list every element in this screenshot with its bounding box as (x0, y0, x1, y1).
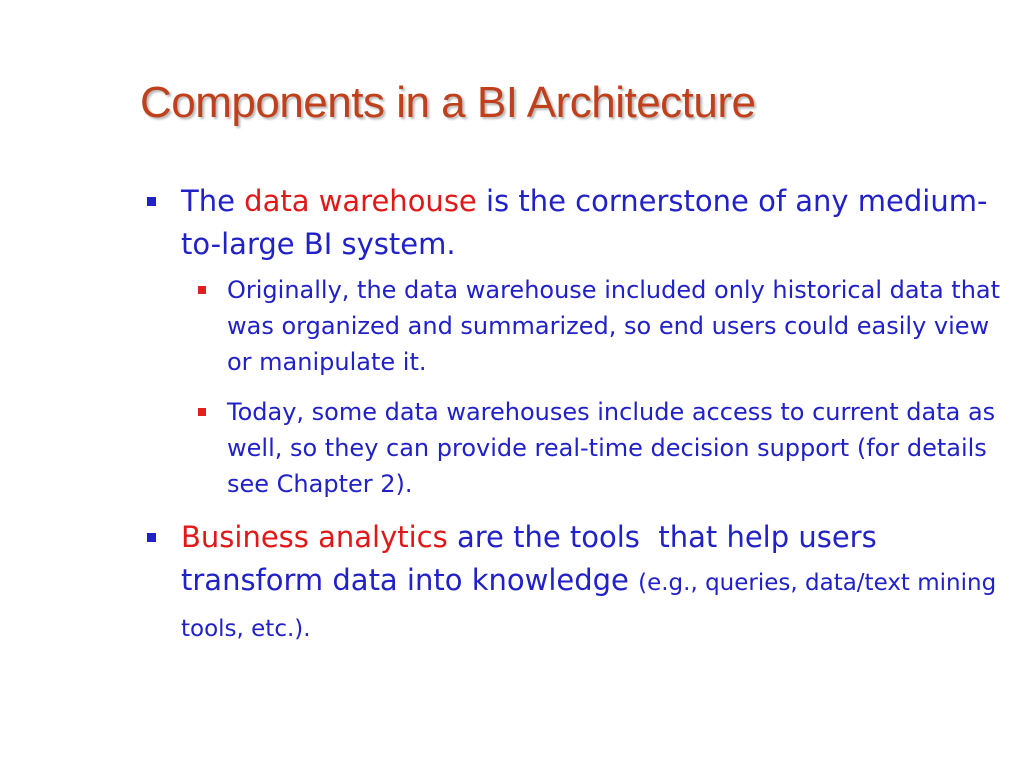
sub-bullet-text: Today, some data warehouses include access to current data as well, so they can provide real-time decision support (for details see Chapter 2). (227, 398, 996, 498)
sub-bullet-today (183, 394, 1010, 502)
square-bullet-icon (147, 533, 156, 542)
highlight-data-warehouse: data warehouse (244, 184, 477, 218)
sub-bullet-originally (183, 272, 1010, 380)
bullet-examples: (e.g., queries, data/text mining tools, etc.). (181, 570, 997, 642)
highlight-business-analytics: Business analytics (181, 520, 448, 554)
square-bullet-icon (198, 286, 206, 294)
slide-title: Components in a BI Architecture (140, 78, 756, 127)
sub-bullet-text: Originally, the data warehouse included only historical data that was organized and summarized, so end users could easily view or manipulate it. (227, 276, 1001, 376)
bullet-text-prefix: The (181, 184, 245, 218)
square-bullet-icon (147, 197, 156, 206)
sub-bullet-list (183, 272, 1010, 502)
square-bullet-icon (198, 408, 206, 416)
slide-content (140, 180, 1010, 665)
bullet-text: is the cornerstone of any medium-to-large BI system. (181, 184, 988, 261)
bullet-business-analytics (140, 516, 1010, 651)
bullet-text: are the tools that help users transform data into knowledge (181, 520, 886, 597)
bullet-data-warehouse (140, 180, 1010, 502)
